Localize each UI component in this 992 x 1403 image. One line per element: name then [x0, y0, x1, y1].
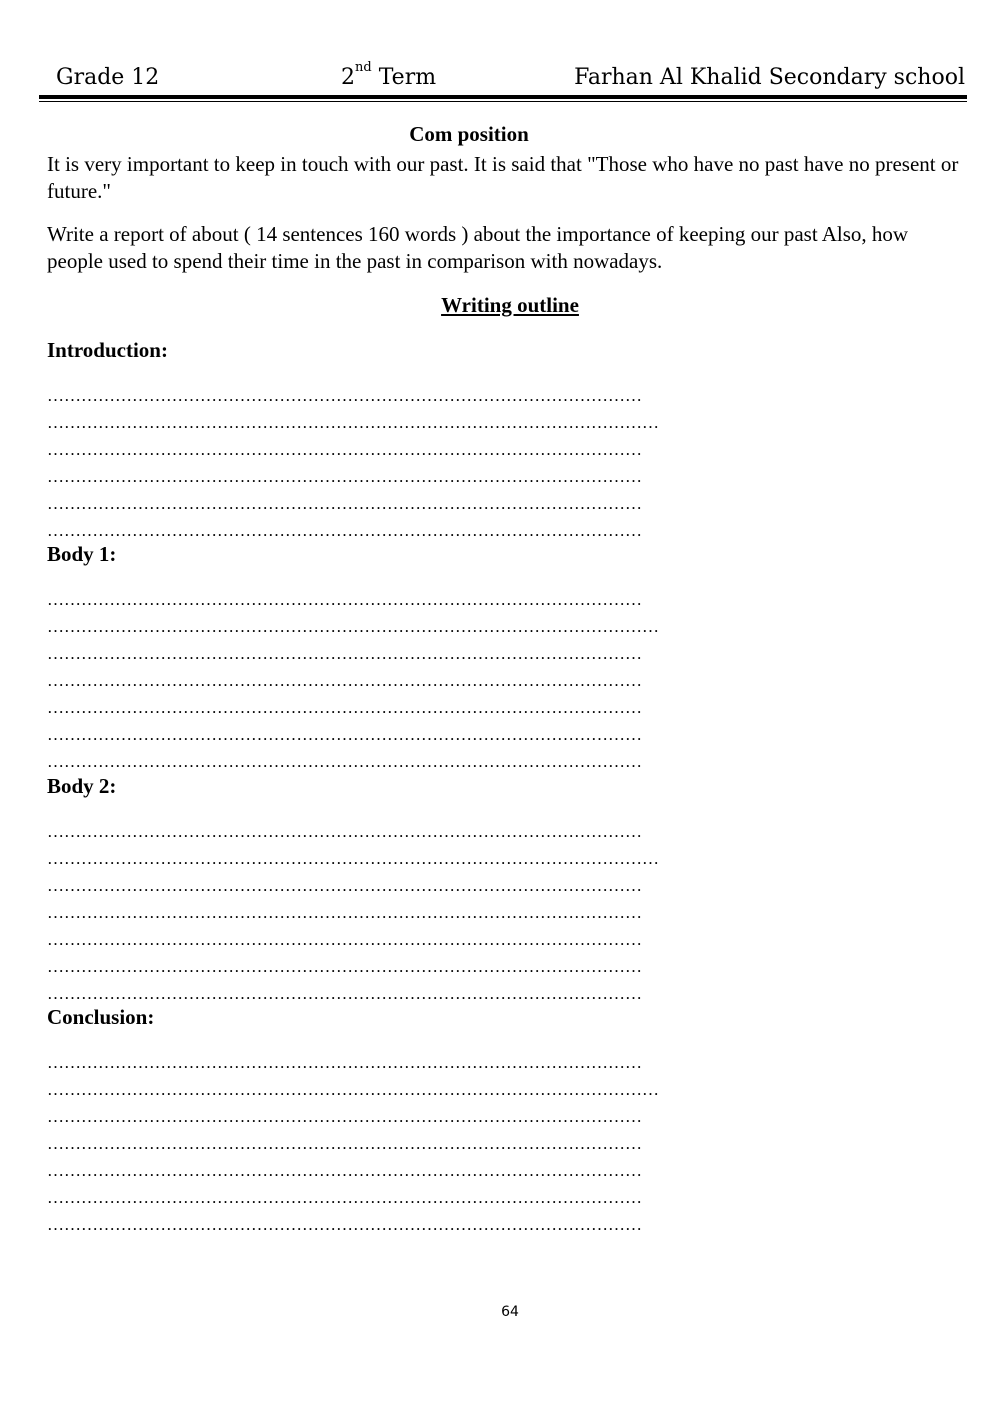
writing-line[interactable]: …………………………………………………………………………………………… — [47, 1188, 642, 1207]
outline-heading: Writing outline — [441, 293, 579, 317]
intro-paragraph: It is very important to keep in touch with our past. It is said that "Those who have no past have no present or future." — [47, 152, 959, 203]
term-word: Term — [378, 65, 437, 90]
writing-line[interactable]: …………………………………………………………………………………………… — [47, 1215, 642, 1234]
term-number: 2 — [341, 65, 355, 90]
writing-line[interactable]: ……………………………………………………………………………………………… — [47, 849, 659, 868]
writing-line[interactable]: …………………………………………………………………………………………… — [47, 521, 642, 540]
writing-line[interactable]: …………………………………………………………………………………………… — [47, 957, 642, 976]
writing-line[interactable]: …………………………………………………………………………………………… — [47, 440, 642, 459]
writing-line[interactable]: …………………………………………………………………………………………… — [47, 876, 642, 895]
header-school: Farhan Al Khalid Secondary school — [574, 65, 965, 90]
writing-line[interactable]: …………………………………………………………………………………………… — [47, 494, 642, 513]
writing-line[interactable]: …………………………………………………………………………………………… — [47, 644, 642, 663]
writing-line[interactable]: …………………………………………………………………………………………… — [47, 467, 642, 486]
header-rule-thick — [39, 95, 967, 99]
writing-line[interactable]: ……………………………………………………………………………………………… — [47, 1080, 659, 1099]
writing-line[interactable]: …………………………………………………………………………………………… — [47, 752, 642, 771]
writing-line[interactable]: …………………………………………………………………………………………… — [47, 1053, 642, 1072]
section-label-conclusion: Conclusion: — [47, 1005, 155, 1029]
section-label-body-1: Body 1: — [47, 542, 117, 566]
writing-line[interactable]: …………………………………………………………………………………………… — [47, 1134, 642, 1153]
term-suffix: nd — [355, 60, 372, 75]
header-grade: Grade 12 — [56, 65, 160, 90]
writing-line[interactable]: …………………………………………………………………………………………… — [47, 930, 642, 949]
writing-line[interactable]: …………………………………………………………………………………………… — [47, 671, 642, 690]
section-label-body-2: Body 2: — [47, 774, 117, 798]
writing-line[interactable]: …………………………………………………………………………………………… — [47, 590, 642, 609]
writing-line[interactable]: …………………………………………………………………………………………… — [47, 1107, 642, 1126]
page-number: 64 — [501, 1304, 519, 1320]
page-title: Com position — [409, 122, 529, 146]
writing-line[interactable]: ……………………………………………………………………………………………… — [47, 617, 659, 636]
header-term — [341, 60, 436, 96]
header-rule-thin — [39, 101, 967, 102]
writing-line[interactable]: …………………………………………………………………………………………… — [47, 822, 642, 841]
writing-line[interactable]: …………………………………………………………………………………………… — [47, 386, 642, 405]
writing-line[interactable]: …………………………………………………………………………………………… — [47, 1161, 642, 1180]
writing-line[interactable]: …………………………………………………………………………………………… — [47, 903, 642, 922]
instruction-paragraph: Write a report of about ( 14 sentences 160 words ) about the importance of keeping our past Also, how people used to spend their time in the past in comparison with nowadays. — [47, 222, 909, 273]
writing-line[interactable]: …………………………………………………………………………………………… — [47, 725, 642, 744]
writing-line[interactable]: …………………………………………………………………………………………… — [47, 984, 642, 1003]
writing-line[interactable]: …………………………………………………………………………………………… — [47, 698, 642, 717]
writing-line[interactable]: ……………………………………………………………………………………………… — [47, 413, 659, 432]
section-label-introduction: Introduction: — [47, 338, 168, 362]
page-header — [39, 60, 967, 96]
